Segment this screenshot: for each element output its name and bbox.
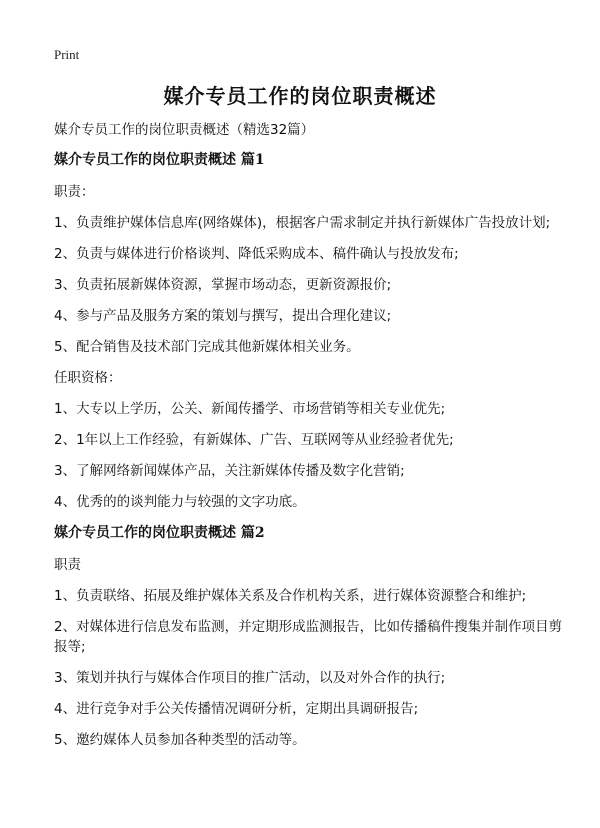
print-link[interactable]: Print	[54, 47, 80, 62]
duty-item: 5、邀约媒体人员参加各种类型的活动等。	[54, 732, 306, 748]
duty-item: 1、负责联络、拓展及维护媒体关系及合作机构关系，进行媒体资源整合和维护;	[54, 588, 527, 604]
section-heading: 媒介专员工作的岗位职责概述 篇1	[54, 152, 265, 168]
requirement-item: 4、优秀的的谈判能力与较强的文字功底。	[54, 494, 306, 510]
duties-label: 职责：	[54, 184, 95, 200]
requirement-item: 3、了解网络新闻媒体产品，关注新媒体传播及数字化营销;	[54, 463, 405, 479]
duties-label: 职责	[54, 557, 81, 573]
document-title: 媒介专员工作的岗位职责概述	[163, 84, 437, 108]
requirement-item: 1、大专以上学历，公关、新闻传播学、市场营销等相关专业优先;	[54, 401, 446, 417]
duty-item: 5、配合销售及技术部门完成其他新媒体相关业务。	[54, 339, 360, 355]
requirement-item: 2、1年以上工作经验，有新媒体、广告、互联网等从业经验者优先;	[54, 432, 454, 448]
requirements-label: 任职资格：	[54, 370, 122, 386]
duty-item: 2、负责与媒体进行价格谈判、降低采购成本、稿件确认与投放发布;	[54, 246, 459, 262]
duty-item: 4、参与产品及服务方案的策划与撰写，提出合理化建议;	[54, 308, 392, 324]
duty-item: 3、策划并执行与媒体合作项目的推广活动，以及对外合作的执行;	[54, 670, 446, 686]
duty-item: 3、负责拓展新媒体资源，掌握市场动态，更新资源报价;	[54, 277, 392, 293]
document-body	[54, 120, 564, 761]
duty-item: 2、对媒体进行信息发布监测，并定期形成监测报告，比如传播稿件搜集并制作项目剪报等;	[54, 619, 563, 655]
duty-item: 4、进行竞争对手公关传播情况调研分析，定期出具调研报告;	[54, 701, 419, 717]
section-heading: 媒介专员工作的岗位职责概述 篇2	[54, 525, 265, 541]
duty-item: 1、负责维护媒体信息库(网络媒体)，根据客户需求制定并执行新媒体广告投放计划;	[54, 215, 551, 231]
document-subtitle: 媒介专员工作的岗位职责概述（精选32篇）	[54, 122, 315, 138]
